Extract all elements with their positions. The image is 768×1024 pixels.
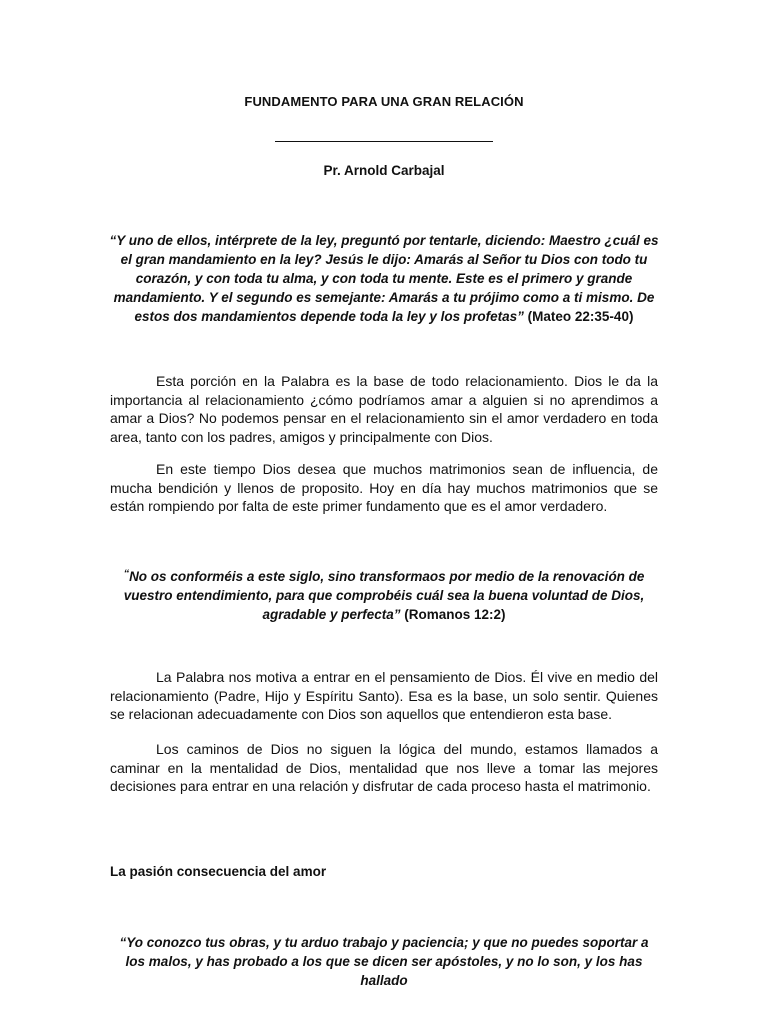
quote-romanos-reference: (Romanos 12:2): [404, 607, 506, 622]
quote-mateo-reference: (Mateo 22:35-40): [527, 309, 634, 324]
quote-apocalipsis-text: “Yo conozco tus obras, y tu arduo trabajo y paciencia; y que no puedes soportar a los malos, y has probado a los que se dicen ser apóstoles, y no lo son, y los has hallado: [119, 935, 649, 988]
quote-mateo-text: “Y uno de ellos, intérprete de la ley, preguntó por tentarle, diciendo: Maestro ¿cuál es el gran mandamiento en la ley? Jesús le dijo: Amarás al Señor tu Dios con todo tu corazón, y con toda tu alma, y con toda tu mente. Este es el primero y grande mandamiento. Y el segundo es semejante: Amarás a tu prójimo como a ti mismo. De estos dos mandamientos depende toda la ley y los profetas”: [109, 233, 659, 324]
document-title: FUNDAMENTO PARA UNA GRAN RELACIÓN: [244, 94, 524, 109]
quote-romanos-text: No os conforméis a este siglo, sino transformaos por medio de la renovación de vuestro entendimiento, para que comprobéis cuál sea la buena voluntad de Dios, agradable y perfecta”: [123, 569, 645, 622]
paragraph-matrimonios: En este tiempo Dios desea que muchos matrimonios sean de influencia, de mucha bendición y llenos de proposito. Hoy en día hay muchos matrimonios que se están rompiendo por falta de este primer fundamento que es el amor verdadero.: [110, 461, 658, 515]
paragraph-base: Esta porción en la Palabra es la base de todo relacionamiento. Dios le da la importancia al relacionamiento ¿cómo podríamos amar a alguien si no aprendimos a amar a Dios? No podemos pensar en el relacionamiento sin el amor verdadero en toda area, tanto con los padres, amigos y principalmente con Dios.: [110, 373, 658, 445]
quote-romanos-open-mark: “: [123, 568, 130, 580]
title-divider: [275, 141, 493, 142]
quote-mateo: [108, 231, 660, 326]
paragraph-caminos: Los caminos de Dios no siguen la lógica del mundo, estamos llamados a caminar en la mentalidad de Dios, mentalidad que nos lleve a tomar las mejores decisiones para entrar en una relación y disfrutar de cada proceso hasta el matrimonio.: [110, 741, 658, 795]
quote-romanos: [108, 565, 660, 624]
author-name: Pr. Arnold Carbajal: [323, 163, 445, 178]
section-heading: La pasión consecuencia del amor: [110, 864, 327, 879]
paragraph-palabra: La Palabra nos motiva a entrar en el pensamiento de Dios. Él vive en medio del relacionamiento (Padre, Hijo y Espíritu Santo). Esa es la base, un solo sentir. Quienes se relacionan adecuadamente con Dios son aquellos que entendieron esta base.: [110, 669, 658, 723]
quote-apocalipsis: [108, 933, 660, 990]
